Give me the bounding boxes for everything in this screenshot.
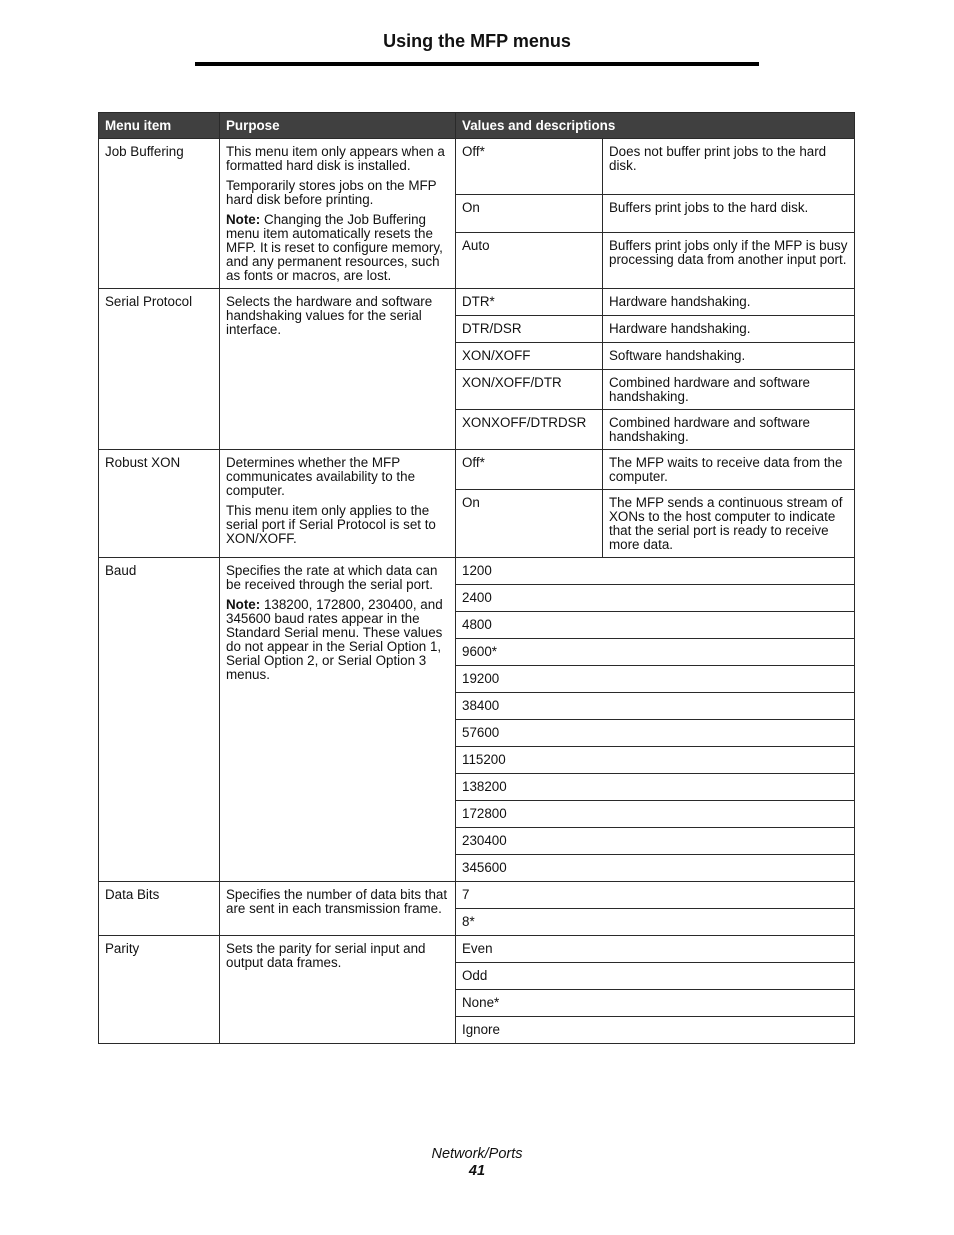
value-cell: XON/XOFF	[456, 343, 603, 370]
value-cell: 19200	[456, 666, 855, 693]
purpose-cell	[220, 450, 456, 558]
table-row	[99, 450, 855, 490]
column-header-purpose: Purpose	[220, 113, 456, 139]
value-cell: 2400	[456, 585, 855, 612]
value-cell: 172800	[456, 801, 855, 828]
purpose-paragraph	[226, 598, 449, 682]
menu-item-cell: Parity	[99, 936, 220, 1044]
purpose-paragraph	[226, 504, 449, 546]
purpose-cell	[220, 936, 456, 1044]
value-cell: Off*	[456, 450, 603, 490]
description-cell: The MFP sends a continuous stream of XONs to the host computer to indicate that the serial port is ready to receive more data.	[603, 490, 855, 558]
title-rule	[195, 62, 759, 66]
description-cell: Software handshaking.	[603, 343, 855, 370]
value-cell: 9600*	[456, 639, 855, 666]
menu-item-cell: Baud	[99, 558, 220, 882]
purpose-text: Temporarily stores jobs on the MFP hard disk before printing.	[226, 178, 437, 207]
table-row	[99, 882, 855, 909]
value-cell: 138200	[456, 774, 855, 801]
menu-item-cell: Robust XON	[99, 450, 220, 558]
description-cell: Hardware handshaking.	[603, 316, 855, 343]
purpose-cell	[220, 289, 456, 450]
purpose-paragraph	[226, 942, 449, 970]
value-cell: Off*	[456, 139, 603, 195]
value-cell: 230400	[456, 828, 855, 855]
description-cell: Does not buffer print jobs to the hard disk.	[603, 139, 855, 195]
menu-item-cell: Serial Protocol	[99, 289, 220, 450]
value-cell: On	[456, 490, 603, 558]
footer-section: Network/Ports	[431, 1146, 523, 1162]
value-cell: 8*	[456, 909, 855, 936]
menu-item-cell: Job Buffering	[99, 139, 220, 289]
column-header-menu-item: Menu item	[99, 113, 220, 139]
purpose-paragraph	[226, 179, 449, 207]
purpose-paragraph	[226, 213, 449, 283]
value-cell: Ignore	[456, 1017, 855, 1044]
purpose-cell	[220, 139, 456, 289]
purpose-text: Determines whether the MFP communicates availability to the computer.	[226, 455, 416, 498]
description-cell: Buffers print jobs only if the MFP is busy processing data from another input port.	[603, 232, 855, 288]
value-cell: Auto	[456, 232, 603, 288]
purpose-text: Changing the Job Buffering menu item automatically resets the MFP. It is reset to configure memory, and any permanent resources, such as fonts or macros, are lost.	[226, 212, 443, 283]
value-cell: On	[456, 195, 603, 233]
menu-item-cell: Data Bits	[99, 882, 220, 936]
value-cell: 115200	[456, 747, 855, 774]
purpose-text: This menu item only applies to the serial port if Serial Protocol is set to XON/XOFF.	[226, 503, 436, 546]
table-body	[99, 139, 855, 1044]
value-cell: 7	[456, 882, 855, 909]
page-footer	[0, 1146, 954, 1180]
purpose-paragraph	[226, 295, 449, 337]
purpose-paragraph	[226, 888, 449, 916]
value-cell: 38400	[456, 693, 855, 720]
purpose-text: Sets the parity for serial input and output data frames.	[226, 941, 426, 970]
page-number: 41	[468, 1163, 486, 1179]
table-row	[99, 139, 855, 195]
value-cell: Odd	[456, 963, 855, 990]
purpose-text: Specifies the number of data bits that are sent in each transmission frame.	[226, 887, 448, 916]
description-cell: The MFP waits to receive data from the computer.	[603, 450, 855, 490]
table-row	[99, 936, 855, 963]
description-cell: Hardware handshaking.	[603, 289, 855, 316]
description-cell: Combined hardware and software handshaking.	[603, 370, 855, 410]
value-cell: Even	[456, 936, 855, 963]
purpose-cell	[220, 882, 456, 936]
purpose-text: This menu item only appears when a formatted hard disk is installed.	[226, 144, 445, 173]
value-cell: DTR*	[456, 289, 603, 316]
table-row	[99, 289, 855, 316]
note-label: Note:	[226, 212, 261, 227]
value-cell: 57600	[456, 720, 855, 747]
purpose-cell	[220, 558, 456, 882]
menu-table	[98, 112, 855, 1044]
purpose-paragraph	[226, 145, 449, 173]
purpose-paragraph	[226, 456, 449, 498]
value-cell: None*	[456, 990, 855, 1017]
note-label: Note:	[226, 597, 261, 612]
purpose-text: Specifies the rate at which data can be received through the serial port.	[226, 563, 438, 592]
description-cell: Buffers print jobs to the hard disk.	[603, 195, 855, 233]
purpose-paragraph	[226, 564, 449, 592]
value-cell: XONXOFF/DTRDSR	[456, 410, 603, 450]
page-title: Using the MFP menus	[383, 31, 571, 51]
value-cell: XON/XOFF/DTR	[456, 370, 603, 410]
value-cell: 345600	[456, 855, 855, 882]
purpose-text: Selects the hardware and software handshaking values for the serial interface.	[226, 294, 433, 337]
value-cell: 4800	[456, 612, 855, 639]
value-cell: 1200	[456, 558, 855, 585]
value-cell: DTR/DSR	[456, 316, 603, 343]
table-row	[99, 558, 855, 585]
table-header-row	[99, 113, 855, 139]
description-cell: Combined hardware and software handshaking.	[603, 410, 855, 450]
purpose-text: 138200, 172800, 230400, and 345600 baud rates appear in the Standard Serial menu. These values do not appear in the Serial Option 1, Serial Option 2, or Serial Option 3 menus.	[226, 597, 443, 682]
column-header-values: Values and descriptions	[456, 113, 855, 139]
